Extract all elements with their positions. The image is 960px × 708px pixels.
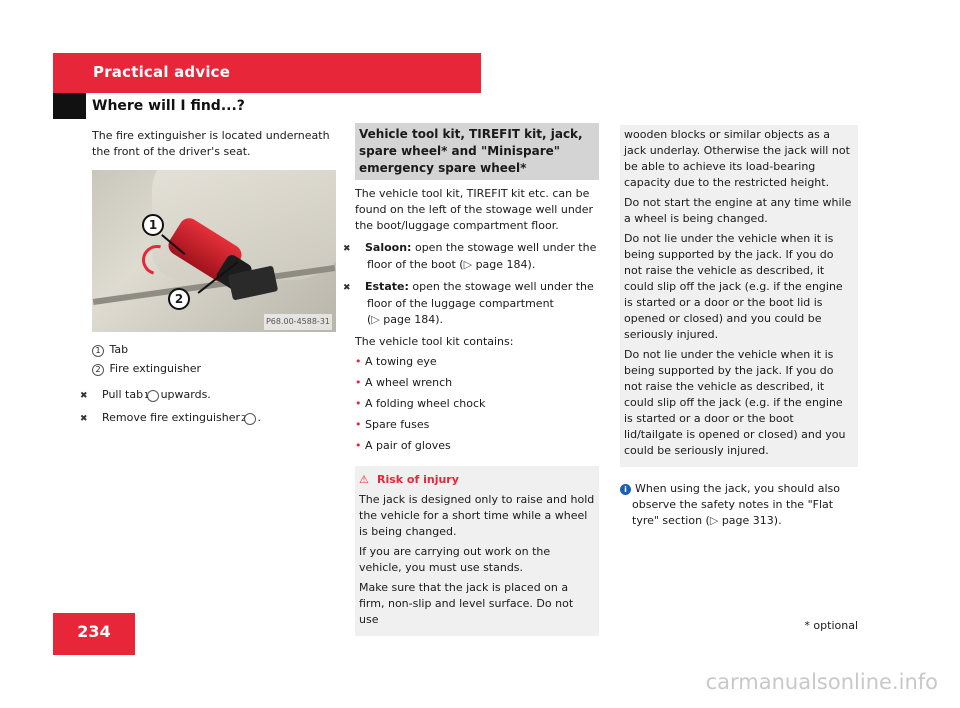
warning-paragraph: Do not lie under the vehicle when it is being supported by the jack. If you do not raise the vehicle as described, it could slip off the jack (e.g. if the engine is started or a door or the boot lid is opened or closed) and you could be seriously injured.	[624, 232, 843, 341]
step-text: open the stowage well under the floor of the boot (	[367, 241, 597, 271]
section-heading: Vehicle tool kit, TIREFIT kit, jack, spare wheel* and "Minispare" emergency spare wheel*	[355, 123, 599, 180]
legend-label: Tab	[109, 343, 129, 356]
step-arrow-icon: ✖	[80, 391, 88, 401]
watermark: carmanualsonline.info	[705, 670, 938, 694]
step-text-end: .	[257, 411, 262, 424]
info-text-end: ).	[773, 514, 782, 527]
legend-number: 2	[92, 364, 104, 376]
kit-item: • A towing eye	[355, 355, 437, 368]
step-arrow-icon: ✖	[343, 244, 351, 254]
page-ref-arrow-icon: ▷	[463, 258, 473, 271]
info-text: When using the jack, you should also observe the safety notes in the "Flat tyre" section (	[632, 482, 840, 527]
column-1	[80, 128, 340, 433]
info-note	[620, 481, 858, 529]
header-tab-marker	[53, 93, 86, 119]
page-ref[interactable]: page 184	[475, 258, 528, 271]
step-label: Estate:	[365, 280, 409, 293]
kit-item: • Spare fuses	[355, 418, 430, 431]
legend-label: Fire extinguisher	[109, 362, 202, 375]
legend-item-2	[92, 361, 340, 377]
warning-paragraph: wooden blocks or similar objects as a jack underlay. Otherwise the jack will not be able to achieve its load-bearing capacity due to the restricted height.	[624, 128, 850, 189]
warning-paragraph: Make sure that the jack is placed on a firm, non-slip and level surface. Do not use	[359, 581, 574, 626]
column-3	[620, 125, 858, 535]
warning-paragraph: Do not lie under the vehicle when it is being supported by the jack. If you do not raise the vehicle as described, it could slip off the jack (e.g. if the engine is started or a door or the boot lid/tailgate is opened or closed) and you could be seriously injured.	[624, 348, 846, 457]
step-estate	[343, 279, 599, 328]
step-text-end: ).	[527, 258, 536, 271]
step-label: Saloon:	[365, 241, 412, 254]
step-arrow-icon: ✖	[80, 414, 88, 424]
step-pull-tab	[80, 387, 340, 404]
step-remove-extinguisher	[80, 410, 340, 427]
callout-1: 1	[142, 214, 164, 236]
warning-triangle-icon: ⚠	[359, 473, 369, 486]
callout-2: 2	[168, 288, 190, 310]
step-text-end: ).	[435, 313, 444, 326]
step-text: Remove fire extinguisher	[102, 411, 241, 424]
page-ref[interactable]: page 184	[383, 313, 436, 326]
kit-item: • A folding wheel chock	[355, 397, 486, 410]
step-number: 1	[147, 390, 159, 402]
tool-kit-intro: The vehicle tool kit, TIREFIT kit etc. can be found on the left of the stowage well under the boot/luggage compartment floor.	[355, 187, 594, 232]
footnote: * optional	[804, 619, 858, 632]
warning-paragraph: If you are carrying out work on the vehicle, you must use stands.	[359, 545, 551, 574]
fire-extinguisher-photo	[92, 170, 336, 332]
step-text: open the stowage well under the floor of the luggage compartment (	[367, 280, 594, 326]
step-arrow-icon: ✖	[343, 283, 351, 293]
section-title: Practical advice	[93, 63, 231, 81]
warning-title	[359, 472, 595, 488]
warning-paragraph: Do not start the engine at any time while a wheel is being changed.	[624, 196, 852, 225]
page-ref-arrow-icon: ▷	[709, 514, 719, 527]
photo-code: P68.00-4588-31	[264, 314, 332, 330]
step-number: 2	[244, 413, 256, 425]
warning-title-text: Risk of injury	[377, 473, 459, 486]
page-ref-arrow-icon: ▷	[371, 313, 380, 326]
info-icon: i	[620, 484, 631, 495]
kit-item: • A pair of gloves	[355, 439, 451, 452]
kit-item: • A wheel wrench	[355, 376, 453, 389]
page-number: 234	[77, 622, 111, 641]
intro-text: The fire extinguisher is located underneath the front of the driver's seat.	[92, 129, 330, 158]
step-text: Pull tab	[102, 388, 144, 401]
warning-box	[355, 466, 599, 636]
legend-item-1	[92, 342, 340, 358]
step-text-end: upwards.	[160, 388, 211, 401]
column-2	[343, 123, 599, 636]
warning-continuation	[620, 125, 858, 467]
page-title: Where will I find...?	[92, 98, 245, 114]
legend-number: 1	[92, 345, 104, 357]
step-saloon	[343, 240, 599, 273]
warning-paragraph: The jack is designed only to raise and hold the vehicle for a short time while a wheel is being changed.	[359, 493, 595, 538]
kit-contents-intro: The vehicle tool kit contains:	[355, 335, 514, 348]
page-ref[interactable]: page 313	[721, 514, 774, 527]
